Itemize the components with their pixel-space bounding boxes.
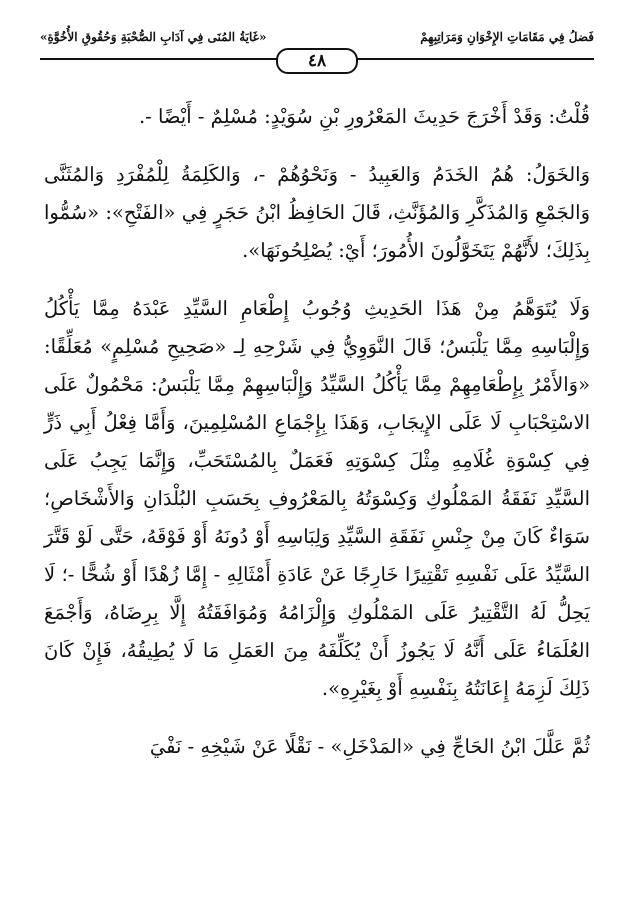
- book-title: «غَايَةُ المُنَى فِي آدَابِ الصُّحْبَةِ وَحُقُوقِ الأُخُوَّةِ»: [40, 30, 267, 44]
- running-header: [40, 26, 594, 50]
- chapter-title: فَضلُ فِي مَقَامَاتِ الإِخْوَانِ وَمَرَاتِبِهِمْ: [420, 30, 594, 44]
- paragraph-3: وَلَا يُتَوَهَّمُ مِنْ هَذَا الحَدِيثِ وُجُوبُ إِطْعَامِ السَّيِّدِ عَبْدَهُ مِمَّا يَأْكُلُ وَإِلْبَاسِهِ مِمَّا يَلْبَسُ؛ قَالَ النَّوَوِيُّ فِي شَرْحِهِ لِـ «صَحِيحِ مُسْلِمٍ» مُعَلِّقًا: «وَالأَمْرُ بِإِطْعَامِهِمْ مِمَّا يَأْكُلُ السَّيِّدُ وَإِلْبَاسِهِمْ مِمَّا يَلْبَسُ: مَحْمُولٌ عَلَى الاسْتِحْبَابِ لَا عَلَى الإِيجَابِ، وَهَذَا بِإِجْمَاعِ المُسْلِمِينَ، وَأَمَّا فِعْلُ أَبِي ذَرٍّ فِي كِسْوَةِ غُلَامِهِ مِثْلَ كِسْوَتِهِ فَعَمَلٌ بِالمُسْتَحَبِّ، وَإِنَّمَا يَجِبُ عَلَى السَّيِّدِ نَفَقَةُ المَمْلُوكِ وَكِسْوَتُهُ بِالمَعْرُوفِ بِحَسَبِ البُلْدَانِ وَالأَشْخَاصِ؛ سَوَاءٌ كَانَ مِنْ جِنْسِ نَفَقَةِ السَّيِّدِ وَلِبَاسِهِ أَوْ دُونَهُ أَوْ فَوْقَهُ، حَتَّى لَوْ قَتَّرَ السَّيِّدُ عَلَى نَفْسِهِ تَقْتِيرًا خَارِجًا عَنْ عَادَةِ أَمْثَالِهِ - إِمَّا زُهْدًا أَوْ شُحًّا -؛ لَا يَحِلُّ لَهُ التَّقْتِيرُ عَلَى المَمْلُوكِ وَإِلْزَامُهُ وَمُوَافَقَتُهُ إِلَّا بِرِضَاهُ، وَأَجْمَعَ العُلَمَاءُ عَلَى أَنَّهُ لَا يَجُوزُ أَنْ يُكَلِّفَهُ مِنَ العَمَلِ مَا لَا يُطِيقُهُ، فَإِنْ كَانَ ذَلِكَ لَزِمَهُ إِعَانَتُهُ بِنَفْسِهِ أَوْ بِغَيْرِهِ».: [44, 297, 590, 700]
- paragraph-2: وَالخَوَلُ: هُمُ الخَدَمُ وَالعَبِيدُ - وَنَحْوُهُمْ -، وَالكَلِمَةُ لِلْمُفْرَدِ وَالمُثَنَّى وَالجَمْعِ وَالمُذَكَّرِ وَالمُؤَنَّثِ، قَالَ الحَافِظُ ابْنُ حَجَرٍ فِي «الفَتْحِ»: «سُمُّوا بِذَلِكَ؛ لأَنَّهُمْ يَتَخَوَّلُونَ الأُمُورَ؛ أَيْ: يُصْلِحُونَهَا».: [44, 163, 590, 262]
- paragraph-1: قُلْتُ: وَقَدْ أَخْرَجَ حَدِيثَ المَعْرُورِ بْنِ سُوَيْدٍ: مُسْلِمٌ - أَيْضًا -.: [138, 105, 590, 128]
- paragraph-4: ثُمَّ عَلَّلَ ابْنُ الحَاجِّ فِي «المَدْخَلِ» - نَقْلًا عَنْ شَيْخِهِ - نَفْيَ: [149, 735, 590, 758]
- page-number: ٤٨: [276, 48, 358, 74]
- page-body: [44, 98, 590, 766]
